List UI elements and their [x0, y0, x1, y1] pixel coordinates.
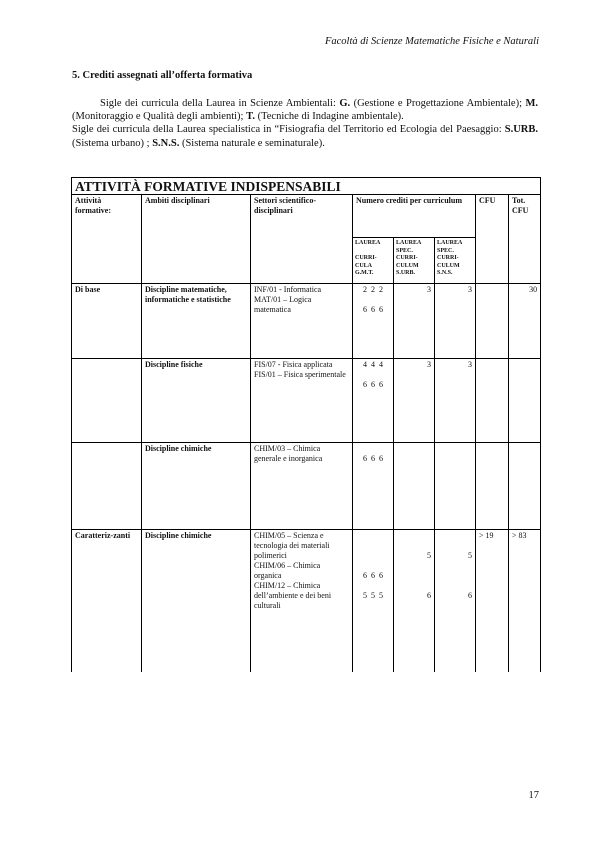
cell-sns: 5 6 — [435, 530, 476, 672]
intro-paragraph-specialistica — [72, 123, 538, 149]
cell-attivita — [72, 443, 142, 530]
intro-text — [72, 97, 538, 150]
cell-tot — [509, 443, 541, 530]
cell-surb: 3 — [394, 359, 435, 443]
cell-laurea: 2 2 2 6 6 6 — [353, 284, 394, 359]
cell-cfu — [476, 443, 509, 530]
cell-ambito: Discipline fisiche — [142, 359, 251, 443]
code-m: M. — [525, 98, 538, 109]
cell-surb: 5 6 — [394, 530, 435, 672]
cell-surb: 3 — [394, 284, 435, 359]
cell-cfu — [476, 284, 509, 359]
cell-tot: > 83 — [509, 530, 541, 672]
cell-surb — [394, 443, 435, 530]
cell-settori: FIS/07 - Fisica applicata FIS/01 – Fisica sperimentale — [251, 359, 353, 443]
table-row — [72, 284, 541, 359]
header-numero-crediti: Numero crediti per curriculum — [353, 195, 476, 238]
cell-attivita: Caratteriz-zanti — [72, 530, 142, 672]
cell-attivita: Di base — [72, 284, 142, 359]
intro-paragraph-laurea — [72, 97, 538, 123]
cell-sns — [435, 443, 476, 530]
cell-tot: 30 — [509, 284, 541, 359]
intro-lead-2: Sigle dei curricula della Laurea specialistica in “Fisiografia del Territorio ed Ecologia del Paesaggio: — [72, 124, 505, 136]
text-sns: (Sistema naturale e seminaturale). — [179, 137, 325, 149]
cell-sns: 3 — [435, 284, 476, 359]
code-t: T. — [246, 111, 255, 123]
intro-lead-1: Sigle dei curricula della Laurea in Scienze Ambientali: — [100, 98, 340, 109]
header-attivita: Attività formative: — [72, 195, 142, 284]
subheader-spec-surb: LAUREA SPEC. CURRI- CULUM S.URB. — [394, 238, 435, 284]
cell-attivita — [72, 359, 142, 443]
subheader-laurea: LAUREA CURRI- CULA G.M.T. — [353, 238, 394, 284]
cell-ambito: Discipline chimiche — [142, 443, 251, 530]
cell-settori: INF/01 - Informatica MAT/01 – Logica matematica — [251, 284, 353, 359]
cell-sns: 3 — [435, 359, 476, 443]
header-settori: Settori scientifico-disciplinari — [251, 195, 353, 284]
cell-cfu — [476, 359, 509, 443]
text-g: (Gestione e Progettazione Ambientale); — [350, 98, 526, 109]
header-cfu: CFU — [476, 195, 509, 284]
text-m: (Monitoraggio e Qualità degli ambienti); — [72, 111, 247, 123]
cell-laurea: 4 4 4 6 6 6 — [353, 359, 394, 443]
cell-laurea: 6 6 6 — [353, 443, 394, 530]
table-row — [72, 443, 541, 530]
cell-tot — [509, 359, 541, 443]
cell-laurea: 6 6 6 5 5 5 — [353, 530, 394, 672]
table-title: ATTIVITÀ FORMATIVE INDISPENSABILI — [72, 178, 541, 195]
header-ambiti: Ambiti disciplinari — [142, 195, 251, 284]
header-tot-cfu: Tot. CFU — [509, 195, 541, 284]
code-g: G. — [339, 98, 351, 109]
code-surb: S.URB. — [504, 124, 538, 136]
credits-table — [71, 177, 541, 672]
code-sns: S.N.S. — [152, 137, 180, 149]
cell-settori: CHIM/03 – Chimica generale e inorganica — [251, 443, 353, 530]
cell-ambito: Discipline chimiche — [142, 530, 251, 672]
cell-ambito: Discipline matematiche, informatiche e statistiche — [142, 284, 251, 359]
subheader-spec-sns: LAUREA SPEC. CURRI- CULUM S.N.S. — [435, 238, 476, 284]
section-title: 5. Crediti assegnati all’offerta formativa — [72, 70, 253, 81]
page-number: 17 — [528, 790, 539, 801]
text-surb: (Sistema urbano) ; — [72, 137, 153, 149]
cell-settori: CHIM/05 – Scienza e tecnologia dei materiali polimerici CHIM/06 – Chimica organica CHIM/12 – Chimica dell’ambiente e dei beni culturali — [251, 530, 353, 672]
page-header: Facoltà di Scienze Matematiche Fisiche e Naturali — [324, 36, 539, 47]
text-t: (Tecniche di Indagine ambientale). — [254, 111, 404, 123]
table-row — [72, 359, 541, 443]
cell-cfu: > 19 — [476, 530, 509, 672]
table-row — [72, 530, 541, 672]
